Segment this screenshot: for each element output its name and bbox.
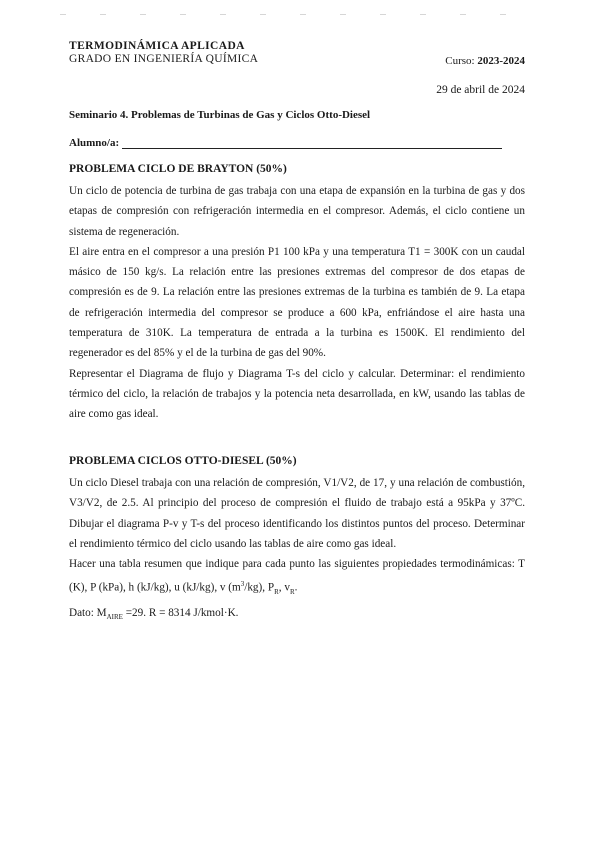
otto-diesel-body [69,473,525,627]
brayton-body [69,181,525,425]
data-b: =29. R = 8314 J/kmol·K. [122,606,239,619]
otto-p2-sub2: R [289,588,295,597]
otto-p2-sup: 3 [240,580,245,589]
course-label: Curso: [445,55,475,67]
seminar-title: Seminario 4. Problemas de Turbinas de Gas y Ciclos Otto-Diesel [69,109,371,121]
student-name-line [122,138,502,149]
course-value: 2023-2024 [477,55,525,67]
brayton-title: PROBLEMA CICLO DE BRAYTON (50%) [69,163,287,175]
otto-data-line [69,603,525,628]
scan-artifact [60,14,540,15]
data-a: Dato: M [69,606,107,619]
student-label: Alumno/a: [69,137,120,149]
student-field [69,137,519,149]
otto-p2-b: /kg), P [244,582,275,595]
otto-paragraph-2 [69,554,525,603]
brayton-paragraph-2: El aire entra en el compresor a una presión P1 100 kPa y una temperatura T1 = 300K con un caudal másico de 150 kg/s. La relación entre las presiones extremas del compresor de dos etapas de compresión es de 9. La relación entre las presiones extremas de la turbina es también de 9. La etapa de refrigeración intermedia del compresor se produce a 600 kPa, enfriándose el aire hasta una temperatura de 310K. La temperatura de entrada a la turbina es 1500K. El rendimiento del regenerador es del 85% y el de la turbina de gas del 90%. [69,245,525,360]
data-sub: AIRE [106,612,123,621]
brayton-paragraph-3: Representar el Diagrama de flujo y Diagrama T-s del ciclo y calcular. Determinar: el rendimiento térmico del ciclo, la relación de trabajos y la potencia neta desarrollada, en kW, usando las tablas de aire como gas ideal. [69,367,525,421]
document-date: 29 de abril de 2024 [436,84,525,96]
degree-name: GRADO EN INGENIERÍA QUÍMICA [69,53,259,65]
course-title: TERMODINÁMICA APLICADA [69,40,245,52]
otto-p2-c: , v [278,582,290,595]
otto-p2-a: Hacer una tabla resumen que indique para cada punto las siguientes propiedades termodinámicas: T (K), P (kPa), h (kJ/kg), u (kJ/kg), v (m [69,558,525,595]
document-header [69,40,525,65]
otto-diesel-title: PROBLEMA CICLOS OTTO-DIESEL (50%) [69,455,297,467]
otto-p2-d: . [294,582,298,595]
course-year [445,55,525,67]
otto-p2-sub1: R [274,588,279,597]
otto-paragraph-1: Un ciclo Diesel trabaja con una relación de compresión, V1/V2, de 17, y una relación de combustión, V3/V2, de 2.5. Al principio del proceso de compresión el fluido de trabajo está a 95kPa y 37ºC. Dibujar el diagrama P-v y T-s del proceso identificando los distintos puntos del proceso. Determinar el rendimiento térmico del ciclo usando las tablas de aire como gas ideal. [69,477,525,550]
brayton-paragraph-1: Un ciclo de potencia de turbina de gas trabaja con una etapa de expansión en la turbina de gas y dos etapas de compresión con refrigeración intermedia en el compresor. Además, el ciclo contiene un sistema de regeneración. [69,185,525,238]
